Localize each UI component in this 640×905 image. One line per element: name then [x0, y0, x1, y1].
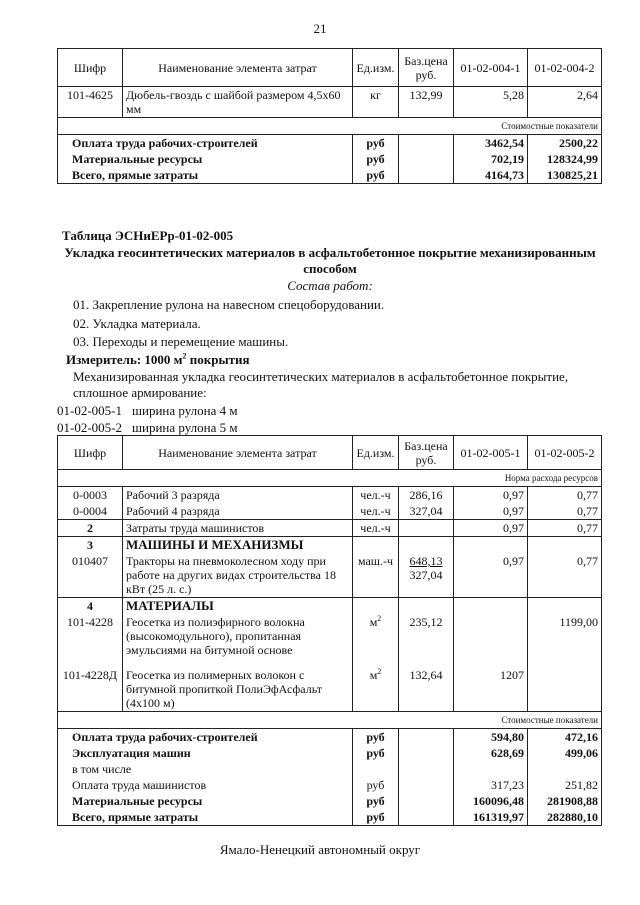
row-value-1: 1207 — [454, 658, 528, 712]
work-step: 01. Закрепление рулона на навесном спецоборудовании. — [73, 297, 385, 312]
total-value-2: 282880,10 — [528, 809, 602, 826]
row-price: 235,12 — [399, 614, 454, 658]
composition-title: Состав работ: — [287, 278, 373, 293]
section-heading: МАШИНЫ И МЕХАНИЗМЫ — [123, 537, 353, 554]
row-price: 132,64 — [399, 658, 454, 712]
row-name: Геосетка из полиэфирного волокна (высокомодульного), пропитанная эмульсиями на битумной основе — [123, 614, 353, 658]
table-row — [58, 87, 602, 118]
col-header-variant-2: 01-02-005-2 — [528, 436, 602, 470]
row-unit: чел.-ч — [353, 520, 399, 537]
row-code: 101-4625 — [58, 87, 123, 118]
row-value-1: 5,28 — [454, 87, 528, 118]
norm-header: Норма расхода ресурсов — [58, 470, 602, 487]
row-name: Рабочий 4 разряда — [123, 503, 353, 520]
row-unit: $м^2$ — [353, 658, 399, 712]
col-header-variant-1: 01-02-004-1 — [454, 49, 528, 87]
row-unit: кг — [353, 87, 399, 118]
section-row — [58, 537, 602, 554]
total-value-2: 251,82 — [528, 777, 602, 793]
col-header-price: Баз.цена руб. — [399, 436, 454, 470]
total-value-1: 3462,54 — [454, 135, 528, 152]
section-title-line-2: способом — [303, 261, 357, 276]
total-value-1: 4164,73 — [454, 167, 528, 184]
total-name: Всего, прямые затраты — [58, 809, 353, 826]
cost-indicators-header: Стоимостные показатели — [58, 118, 602, 135]
table-id: Таблица ЭСНиЕРр-01-02-005 — [62, 228, 234, 243]
footer-region: Ямало-Ненецкий автономный округ — [219, 842, 421, 857]
total-unit: руб — [353, 151, 399, 167]
table-row — [58, 503, 602, 520]
row-price: 286,16 — [399, 487, 454, 504]
total-row — [58, 151, 602, 167]
resource-table-1 — [57, 48, 602, 184]
row-name: Затраты труда машинистов — [123, 520, 353, 537]
resource-table-2 — [57, 435, 602, 826]
row-code: 010407 — [58, 553, 123, 598]
table-row — [58, 520, 602, 537]
total-value-2: 472,16 — [528, 729, 602, 746]
row-value-2 — [528, 658, 602, 712]
total-value-2: 128324,99 — [528, 151, 602, 167]
row-price: 327,04 — [399, 503, 454, 520]
col-header-unit: Ед.изм. — [353, 436, 399, 470]
total-value-1: 160096,48 — [454, 793, 528, 809]
total-name: Всего, прямые затраты — [58, 167, 353, 184]
total-value-1: 161319,97 — [454, 809, 528, 826]
cost-indicators-header: Стоимостные показатели — [58, 712, 602, 729]
total-value-2: 281908,88 — [528, 793, 602, 809]
section-row — [58, 598, 602, 615]
row-value-2: 1199,00 — [528, 614, 602, 658]
col-header-price: Баз.цена руб. — [399, 49, 454, 87]
row-name: Геосетка из полимерных волокон с битумной пропиткой ПолиЭфАсфальт (4х100 м) — [123, 658, 353, 712]
col-header-code: Шифр — [58, 49, 123, 87]
total-row — [58, 793, 602, 809]
row-name: Дюбель-гвоздь с шайбой размером 4,5х60 мм — [123, 87, 353, 118]
total-name: Оплата труда машинистов — [58, 777, 353, 793]
row-price: 132,99 — [399, 87, 454, 118]
row-value-2: 0,77 — [528, 503, 602, 520]
total-unit: руб — [353, 793, 399, 809]
total-name: Материальные ресурсы — [58, 151, 353, 167]
page-number: 21 — [313, 21, 327, 36]
row-unit: маш.-ч — [353, 553, 399, 598]
total-name: Эксплуатация машин — [58, 745, 353, 761]
total-unit: руб — [353, 167, 399, 184]
col-header-unit: Ед.изм. — [353, 49, 399, 87]
total-value-1: 594,80 — [454, 729, 528, 746]
col-header-name: Наименование элемента затрат — [123, 49, 353, 87]
row-code: 2 — [58, 520, 123, 537]
work-step: 02. Укладка материала. — [73, 316, 201, 331]
total-value-2: 499,06 — [528, 745, 602, 761]
row-code: 101-4228Д — [58, 658, 123, 712]
total-value-2: 130825,21 — [528, 167, 602, 184]
total-row — [58, 777, 602, 793]
col-header-variant-1: 01-02-005-1 — [454, 436, 528, 470]
row-name: Тракторы на пневмоколесном ходу при работе на других видах строительства 18 кВт (25 л. с.) — [123, 553, 353, 598]
col-header-variant-2: 01-02-004-2 — [528, 49, 602, 87]
row-code: 0-0004 — [58, 503, 123, 520]
row-value-1: 0,97 — [454, 553, 528, 598]
variant-line: 01-02-005-1 ширина рулона 4 м — [57, 403, 238, 418]
section-heading: МАТЕРИАЛЫ — [123, 598, 353, 615]
total-value-1: 702,19 — [454, 151, 528, 167]
row-code: 101-4228 — [58, 614, 123, 658]
total-row — [58, 135, 602, 152]
work-step: 03. Переходы и перемещение машины. — [73, 334, 289, 349]
row-value-1 — [454, 614, 528, 658]
row-value-2: 0,77 — [528, 553, 602, 598]
total-unit: руб — [353, 777, 399, 793]
total-name: Материальные ресурсы — [58, 793, 353, 809]
row-value-1: 0,97 — [454, 487, 528, 504]
variant-line: 01-02-005-2 ширина рулона 5 м — [57, 420, 238, 435]
row-unit: $м^2$ — [353, 614, 399, 658]
table-row — [58, 553, 602, 598]
section-title-line-1: Укладка геосинтетических материалов в асфальтобетонное покрытие механизированным — [64, 245, 596, 260]
total-unit: руб — [353, 135, 399, 152]
row-value-2: 2,64 — [528, 87, 602, 118]
measure-unit: Измеритель: 1000 $м^2$ покрытия — [66, 351, 250, 367]
row-value-2: 0,77 — [528, 520, 602, 537]
col-header-name: Наименование элемента затрат — [123, 436, 353, 470]
section-code: 4 — [58, 598, 123, 615]
total-value-1: 628,69 — [454, 745, 528, 761]
total-value-1: 317,23 — [454, 777, 528, 793]
row-code: 0-0003 — [58, 487, 123, 504]
total-row — [58, 729, 602, 746]
total-unit: руб — [353, 745, 399, 761]
row-unit: чел.-ч — [353, 503, 399, 520]
description-line-1: Механизированная укладка геосинтетических материалов в асфальтобетонное покрытие, — [73, 369, 569, 384]
row-value-2: 0,77 — [528, 487, 602, 504]
description-line-2: сплошное армирование: — [73, 385, 207, 400]
table-row — [58, 658, 602, 712]
total-value-2: 2500,22 — [528, 135, 602, 152]
total-name: в том числе — [58, 761, 353, 777]
total-row — [58, 761, 602, 777]
total-row — [58, 167, 602, 184]
total-unit: руб — [353, 809, 399, 826]
total-row — [58, 745, 602, 761]
total-unit: руб — [353, 729, 399, 746]
row-value-1: 0,97 — [454, 503, 528, 520]
col-header-code: Шифр — [58, 436, 123, 470]
table-row — [58, 614, 602, 658]
total-name: Оплата труда рабочих-строителей — [58, 729, 353, 746]
table-row — [58, 487, 602, 504]
row-price: 648,13 327,04 — [399, 553, 454, 598]
row-unit: чел.-ч — [353, 487, 399, 504]
row-value-1: 0,97 — [454, 520, 528, 537]
section-code: 3 — [58, 537, 123, 554]
total-row — [58, 809, 602, 826]
total-name: Оплата труда рабочих-строителей — [58, 135, 353, 152]
row-name: Рабочий 3 разряда — [123, 487, 353, 504]
